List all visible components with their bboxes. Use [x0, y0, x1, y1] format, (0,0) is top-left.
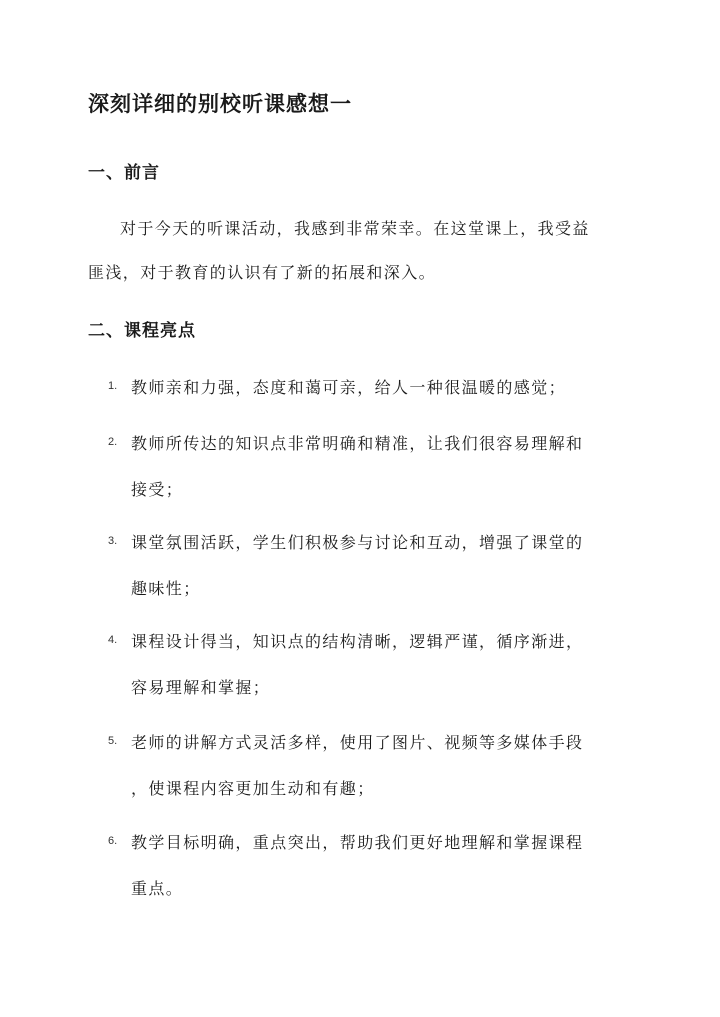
preface-paragraph-line-1: 对于今天的听课活动，我感到非常荣幸。在这堂课上，我受益 [120, 219, 590, 238]
list-item-text: 课程设计得当，知识点的结构清晰，逻辑严谨，循序渐进， [131, 632, 584, 651]
preface-paragraph-line-2: 匪浅，对于教育的认识有了新的拓展和深入。 [88, 263, 437, 282]
section-heading-preface: 一、前言 [88, 163, 160, 183]
list-item-text-continued: ，使课程内容更加生动和有趣； [131, 779, 375, 798]
list-item-text-continued: 容易理解和掌握； [131, 678, 271, 697]
section-heading-highlights: 二、课程亮点 [88, 321, 196, 341]
list-item-text-continued: 趣味性； [131, 579, 201, 598]
list-item-text: 课堂氛围活跃，学生们积极参与讨论和互动，增强了课堂的 [131, 533, 584, 552]
list-item-text: 教师亲和力强，态度和蔼可亲，给人一种很温暖的感觉； [131, 378, 567, 397]
list-item-number: 2. [108, 436, 118, 448]
document-title: 深刻详细的别校听课感想一 [88, 91, 352, 116]
list-item-number: 5. [108, 735, 118, 747]
list-item-text: 教师所传达的知识点非常明确和精准，让我们很容易理解和 [131, 434, 584, 453]
list-item-text: 老师的讲解方式灵活多样，使用了图片、视频等多媒体手段 [131, 733, 584, 752]
list-item-text-continued: 接受； [131, 480, 184, 499]
list-item-number: 6. [108, 835, 118, 847]
list-item-number: 1. [108, 380, 118, 392]
list-item-number: 3. [108, 535, 118, 547]
list-item-number: 4. [108, 634, 118, 646]
list-item-text-continued: 重点。 [131, 879, 184, 898]
list-item-text: 教学目标明确，重点突出，帮助我们更好地理解和掌握课程 [131, 833, 584, 852]
